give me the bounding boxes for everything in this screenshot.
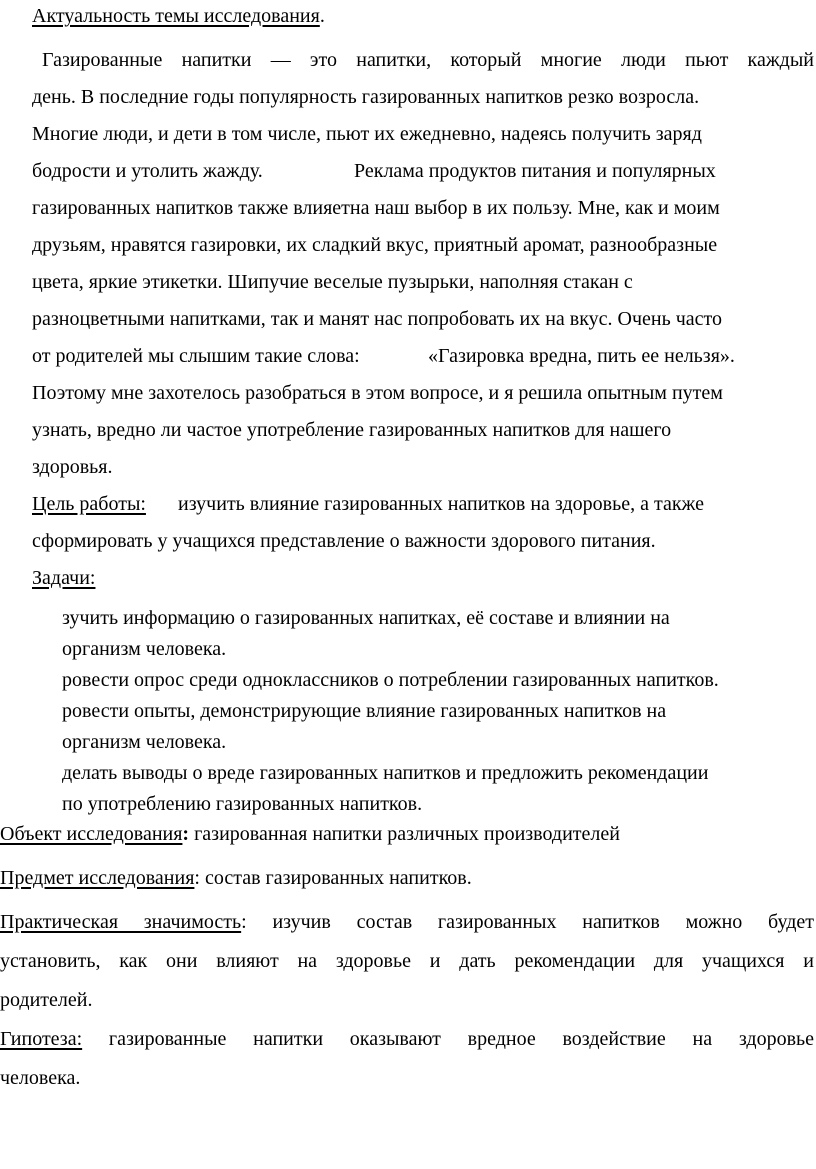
significance-text: : изучив состав газированных напитков можно будет [241,911,814,933]
significance-label: Практическая значимость [0,911,242,933]
relevance-quote: «Газировка вредна, пить ее нельзя». [428,345,735,367]
object-text: газированная напитки различных производителей [189,823,620,845]
relevance-line: Поэтому мне захотелось разобраться в этом вопросе, и я решила опытным путем [32,382,723,404]
task-item: организм человека. [62,731,227,753]
relevance-line: Многие люди, и дети в том числе, пьют их ежедневно, надеясь получить заряд [32,123,702,145]
relevance-heading [32,4,325,28]
goal-line: сформировать у учащихся представление о важности здорового питания. [32,530,656,552]
object-label: Объект исследования [0,823,183,845]
subject-line [0,866,472,890]
relevance-line: Реклама продуктов питания и популярных [354,160,716,182]
object-line [0,822,620,846]
relevance-line: друзьям, нравятся газировки, их сладкий вкус, приятный аромат, разнообразные [32,234,718,256]
relevance-line: узнать, вредно ли частое употребление газированных напитков для нашего [32,419,672,441]
subject-text: : состав газированных напитков. [194,867,472,889]
significance-line: родителей. [0,989,93,1011]
task-item: по употреблению газированных напитков. [62,793,423,815]
relevance-line: разноцветными напитками, так и манят нас попробовать их на вкус. Очень часто [32,308,723,330]
relevance-line: от родителей мы слышим такие слова: [32,345,360,367]
significance-line [0,910,814,934]
goal-line: изучить влияние газированных напитков на здоровье, а также [178,493,704,515]
relevance-line: Газированные напитки — это напитки, который многие люди пьют каждый [42,49,814,71]
tasks-label: Задачи: [32,567,96,589]
object-colon: : [182,823,190,845]
task-item: делать выводы о вреде газированных напитков и предложить рекомендации [62,762,709,784]
task-item: организм человека. [62,638,227,660]
relevance-heading-punct: . [319,5,325,27]
relevance-line: здоровья. [32,456,113,478]
relevance-heading-text: Актуальность темы исследования [32,5,320,27]
relevance-line: день. В последние годы популярность газированных напитков резко возросла. [32,86,700,108]
relevance-line: газированных напитков также влияетна наш выбор в их пользу. Мне, как и моим [32,197,720,219]
significance-line: установить, как они влияют на здоровье и дать рекомендации для учащихся и [0,950,814,972]
task-item: зучить информацию о газированных напитках, её составе и влиянии на [62,607,670,629]
hypothesis-line: человека. [0,1067,81,1089]
relevance-line: цвета, яркие этикетки. Шипучие веселые пузырьки, наполняя стакан с [32,271,633,293]
hypothesis-label: Гипотеза: [0,1028,83,1050]
subject-label: Предмет исследования [0,867,195,889]
goal-label: Цель работы: [32,493,146,515]
task-item: ровести опрос среди одноклассников о потреблении газированных напитков. [62,669,719,691]
relevance-line: бодрости и утолить жажду. [32,160,263,182]
hypothesis-text: газированные напитки оказывают вредное воздействие на здоровье [108,1028,815,1050]
task-item: ровести опыты, демонстрирующие влияние газированных напитков на [62,700,667,722]
hypothesis-line [0,1027,814,1051]
